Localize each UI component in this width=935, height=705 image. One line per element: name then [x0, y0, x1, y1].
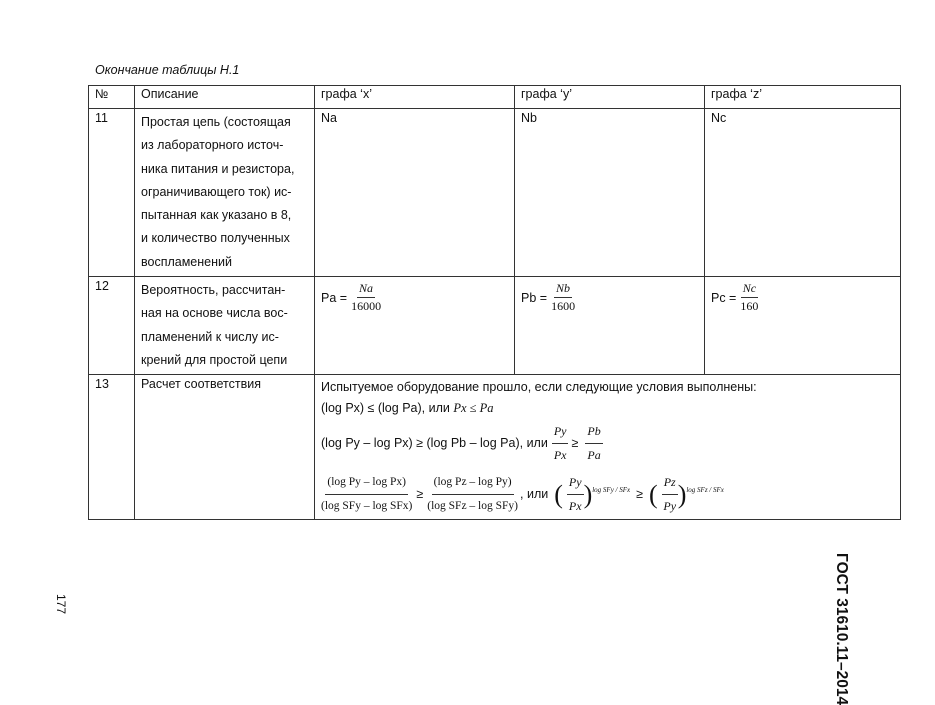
operator: ≥ [636, 487, 644, 502]
formula-lhs: Pc = [711, 290, 737, 305]
description-line: воспламенений [141, 254, 232, 269]
description-line: крений для простой цепи [141, 352, 288, 367]
fraction [740, 281, 758, 314]
right-paren: ) [677, 479, 687, 509]
fraction [427, 472, 518, 517]
condition-1-formula: Px ≤ Pa [453, 401, 494, 416]
exponent: log SFy / SFx [592, 486, 631, 495]
right-paren: ) [583, 479, 593, 509]
cell-x [315, 277, 515, 375]
cell-y: Nb [515, 109, 705, 277]
left-paren: ( [649, 479, 658, 509]
row-description: Расчет соответствия [135, 375, 315, 520]
description-line: ная на основе числа вос- [141, 306, 288, 321]
formula-lhs: Pa = [321, 290, 348, 305]
header-column-x: графа ‘x’ [315, 86, 515, 109]
fraction-numerator: Na [357, 281, 375, 298]
description-line: пламенений к числу ис- [141, 329, 279, 344]
data-table [88, 85, 901, 520]
fraction-numerator: Py [552, 421, 569, 444]
fraction-numerator: (log Py – log Px) [325, 472, 408, 495]
description-line: ограничивающего ток) ис- [141, 184, 292, 199]
description-line: Вероятность, рассчитан- [141, 283, 286, 298]
fraction [567, 472, 584, 517]
fraction-numerator: Pb [585, 421, 602, 444]
fraction-numerator: Py [567, 472, 584, 495]
description-line: пытанная как указано в 8, [141, 208, 292, 223]
fraction-numerator: Nc [741, 281, 758, 298]
row-number: 11 [89, 109, 135, 277]
header-column-y: графа ‘y’ [515, 86, 705, 109]
exponent: log SFz / SFx [686, 486, 724, 495]
condition-1-text: (log Px) ≤ (log Pa), или [321, 401, 450, 416]
table-row [89, 277, 901, 375]
row-description [135, 109, 315, 277]
cell-x: Na [315, 109, 515, 277]
fraction-numerator: (log Pz – log Py) [432, 472, 514, 495]
fraction-denominator: Px [568, 499, 582, 514]
fraction-denominator: Pa [587, 448, 601, 463]
condition-2-text: (log Py – log Px) ≥ (log Pb – log Pa), или [321, 436, 548, 451]
fraction-denominator: 1600 [551, 299, 576, 314]
table-caption: Окончание таблицы Н.1 [95, 63, 240, 77]
fraction [551, 281, 575, 314]
condition-2 [321, 421, 894, 466]
fraction [585, 421, 602, 466]
operator: ≥ [571, 436, 579, 451]
table-row [89, 375, 901, 520]
fraction-numerator: Pz [662, 472, 678, 495]
header-num: № [89, 86, 135, 109]
page-number: 177 [54, 594, 68, 615]
description-line: Простая цепь (состоящая [141, 115, 291, 129]
condition-1 [321, 398, 894, 419]
fraction [662, 472, 678, 517]
operator: ≥ [416, 487, 424, 502]
table-row [89, 109, 901, 277]
fraction-numerator: Nb [554, 281, 572, 298]
cell-y [515, 277, 705, 375]
fraction-denominator: (log SFz – log SFy) [427, 500, 519, 513]
document-side-title: ГОСТ 31610.11–2014 [833, 553, 850, 705]
left-paren: ( [554, 479, 563, 509]
fraction [552, 421, 569, 466]
condition-3 [321, 472, 894, 517]
fraction-denominator: 160 [740, 299, 759, 314]
fraction [351, 281, 381, 314]
description-line: ника питания и резистора, [141, 161, 295, 176]
fraction-denominator: (log SFy – log SFx) [321, 500, 413, 513]
fraction-denominator: 16000 [351, 299, 382, 314]
description-line: и количество полученных [141, 231, 290, 246]
cell-z [705, 277, 901, 375]
fraction-denominator: Py [663, 499, 677, 514]
conditions-intro: Испытуемое оборудование прошло, если следующие условия выполнены: [321, 380, 757, 395]
fraction [321, 472, 412, 517]
cell-z: Nc [705, 109, 901, 277]
fraction-denominator: Px [553, 448, 567, 463]
row-number: 12 [89, 277, 135, 375]
conditions-cell [315, 375, 901, 520]
or-text: , или [520, 487, 549, 502]
description-line: из лабораторного источ- [141, 138, 284, 153]
header-column-z: графа ‘z’ [705, 86, 901, 109]
table-header-row [89, 86, 901, 109]
formula-lhs: Pb = [521, 290, 548, 305]
row-description [135, 277, 315, 375]
header-description: Описание [135, 86, 315, 109]
row-number: 13 [89, 375, 135, 520]
